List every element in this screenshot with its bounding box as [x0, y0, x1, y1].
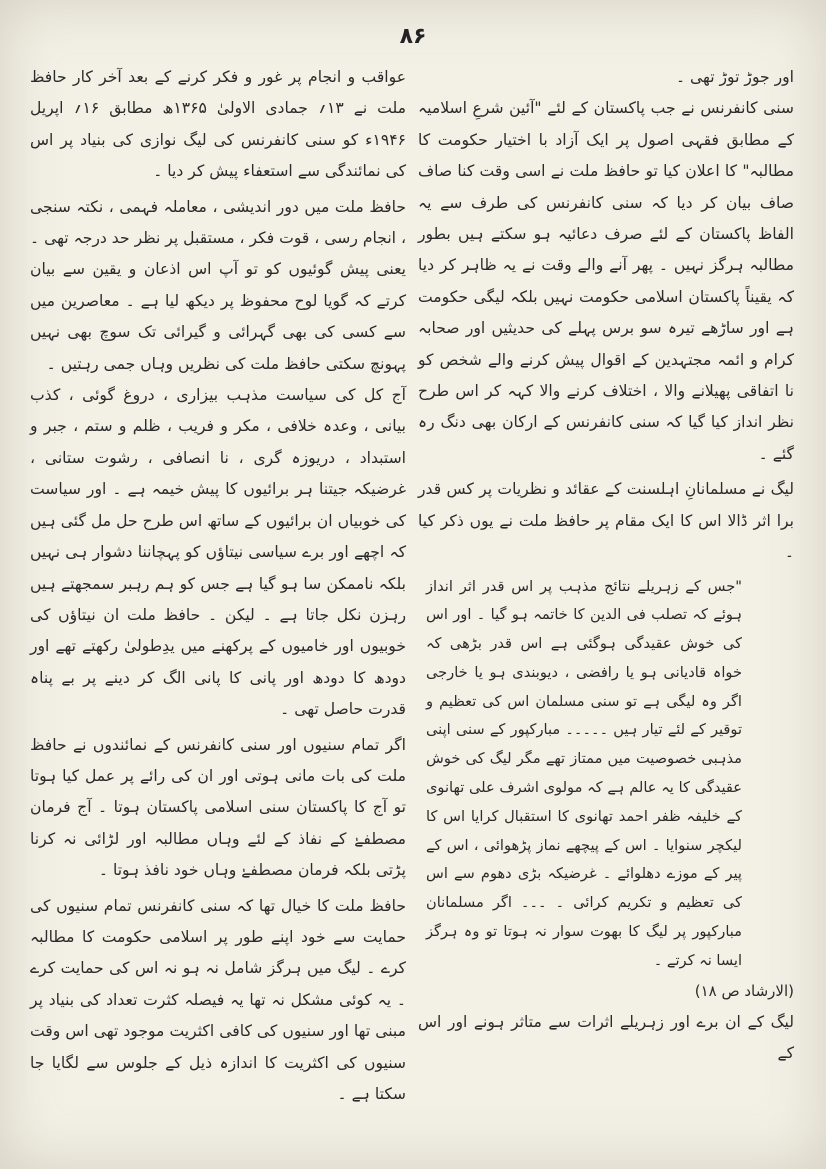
right-paragraph-3: لیگ نے مسلمانانِ اہلسنت کے عقائد و نظریات پر کس قدر برا اثر ڈالا اس کا ایک مقام پر حافظ ملت نے یوں ذکر کیا ۔	[418, 480, 794, 562]
left-paragraph-3: آج کل کی سیاست مذہب بیزاری ، دروغ گوئی ، کذب بیانی ، وعدہ خلافی ، مکر و فریب ، ظلم و ستم ، جبر و استبداد ، دریوزہ گری ، نا انصافی ، رشوت ستانی ، غرضیکہ جیتنا ہر برائیوں کا پیش خیمہ ہے ۔ اور سیاست کی خوبیاں ان برائیوں کے ساتھ اس طرح حل مل گئی ہیں کہ اچھے اور برے سیاسی نیتاؤں کو پہچاننا دشوار ہی نہیں بلکہ ناممکن سا ہو گیا ہے جس کو ہم رہبر سمجھتے ہیں رہزن نکل جاتا ہے ۔ لیکن ۔ حافظ ملت ان نیتاؤں کی خوبیوں اور خامیوں کے پرکھنے میں یدِطولیٰ رکھتے تھے اور دودھ کا دودھ اور پانی کا پانی الگ کر دینے پر بے پناہ قدرت حاصل تھی ۔	[30, 386, 406, 719]
right-paragraph-2: سنی کانفرنس نے جب پاکستان کے لئے "آئین شرعِ اسلامیہ کے مطابق فقہی اصول پر ایک آزاد با اختیار حکومت کا مطالبہ" کا اعلان کیا تو حافظ ملت نے اسی وقت کنا صاف صاف بیان کر دیا کہ سنی کانفرنس کی طرف سے یہ الفاظ پاکستان کے لئے صرف دعائیہ ہو سکتے ہیں بطور مطالبہ ہرگز نہیں ۔ پھر آنے والے وقت نے یہ ظاہر کر دیا کہ یقیناً پاکستان اسلامی حکومت نہیں بلکہ لیگی حکومت ہے اور ساڑھے تیرہ سو برس پہلے کی حدیثیں اور صحابہ کرام و ائمہ مجتہدین کے اقوال پیش کرنے والے شخص کو نا اتفاقی پھیلانے والا ، اختلاف کرنے والا کہہ کر اس طرح نظر انداز کیا گیا کہ سنی کانفرنس کے ارکان بھی دنگ رہ گئے ۔	[418, 99, 794, 463]
left-paragraph-5: حافظ ملت کا خیال تھا کہ سنی کانفرنس تمام سنیوں کی حمایت سے خود اپنے طور پر اسلامی حکومت کا مطالبہ کرے ۔ لیگ میں ہرگز شامل نہ ہو نہ اس کی حمایت کرے ۔ یہ کوئی مشکل نہ تھا یہ فیصلہ کثرت تعداد کی بنیاد پر مبنی تھا اور سنیوں کی کافی اکثریت موجود تھی اس وقت سنیوں کی اکثریت کا اندازہ ذیل کے جلوس سے لگایا جا سکتا ہے ۔	[30, 896, 406, 1103]
left-column	[30, 62, 406, 1110]
left-paragraph-4: اگر تمام سنیوں اور سنی کانفرنس کے نمائندوں نے حافظ ملت کی بات مانی ہوتی اور ان کی رائے پر عمل کیا ہوتا تو آج کا پاکستان سنی اسلامی پاکستان ہوتا ۔ آج فرمان مصطفےٰ کے نفاذ کے لئے وہاں مطالبہ اور لڑائی نہ کرنا پڑتی بلکہ فرمان مصطفےٰ وہاں خود نافذ ہوتا ۔	[30, 735, 406, 880]
citation: (الارشاد ص ۱۸)	[694, 981, 794, 1000]
left-paragraph-2: حافظ ملت میں دور اندیشی ، معاملہ فہمی ، نکتہ سنجی ، انجام رسی ، قوت فکر ، مستقبل پر نظر حد درجہ تھی ۔ یعنی پیش گوئیوں کو تو آپ اس اذعان و یقین سے بیان کرتے کہ گویا لوح محفوظ پر دیکھ لیا ہے ۔ معاصرین میں سے کسی کی بھی گہرائی و گیرائی تک سوچ بھی نہیں پہونچ سکتی حافظ ملت کی نظریں وہاں جمی رہتیں ۔	[30, 197, 406, 373]
right-column	[418, 62, 794, 1070]
left-paragraph-1: عواقب و انجام پر غور و فکر کرنے کے بعد آخر کار حافظ ملت نے ۱۳؍ جمادی الاولیٰ ۱۳۶۵ھ مطابق ۱۶؍ اپریل ۱۹۴۶ء کو سنی کانفرنس کی لیگ نوازی کی بنیاد پر اس کی نمائندگی سے استعفاء پیش کر دیا ۔	[30, 68, 406, 181]
right-paragraph-1: اور جوڑ توڑ تھی ۔	[675, 68, 794, 86]
page-number: ۸۶	[399, 24, 427, 49]
right-last-line: لیگ کے ان برے اور زہریلے اثرات سے متاثر ہونے اور اس کے	[418, 1013, 794, 1063]
block-quote: "جس کے زہریلے نتائج مذہب پر اس قدر اثر انداز ہوئے کہ تصلب فی الدین کا خاتمہ ہو گیا ۔ اور اس کی خوش عقیدگی ہوگئی ہے اس قدر بڑھی کہ خواہ قادیانی ہو یا رافضی ، دیوبندی ہو یا خارجی اگر وہ لیگی ہے تو سنی مسلمان اس کی تعظیم و توقیر کے لئے تیار ہیں ۔۔۔۔۔ مبارکپور کے سنی اپنی مذہبی خصوصیت میں ممتاز تھے مگر لیگ کی خوش عقیدگی کا یہ عالم ہے کہ مولوی اشرف علی تھانوی کے خلیفہ ظفر احمد تھانوی کا استقبال کرایا اس کا لیکچر سنوایا ۔ اس کے پیچھے نماز پڑھوائی ، اس کے پیر کے موزے دھلوائے ۔ غرضیکہ بڑی دھوم سے اس کی تعظیم و تکریم کرائی ۔ ۔۔۔ اگر مسلمانان مبارکپور پر لیگ کا بھوت سوار نہ ہوتا تو وہ ہرگز ایسا نہ کرتے ۔	[426, 577, 742, 969]
